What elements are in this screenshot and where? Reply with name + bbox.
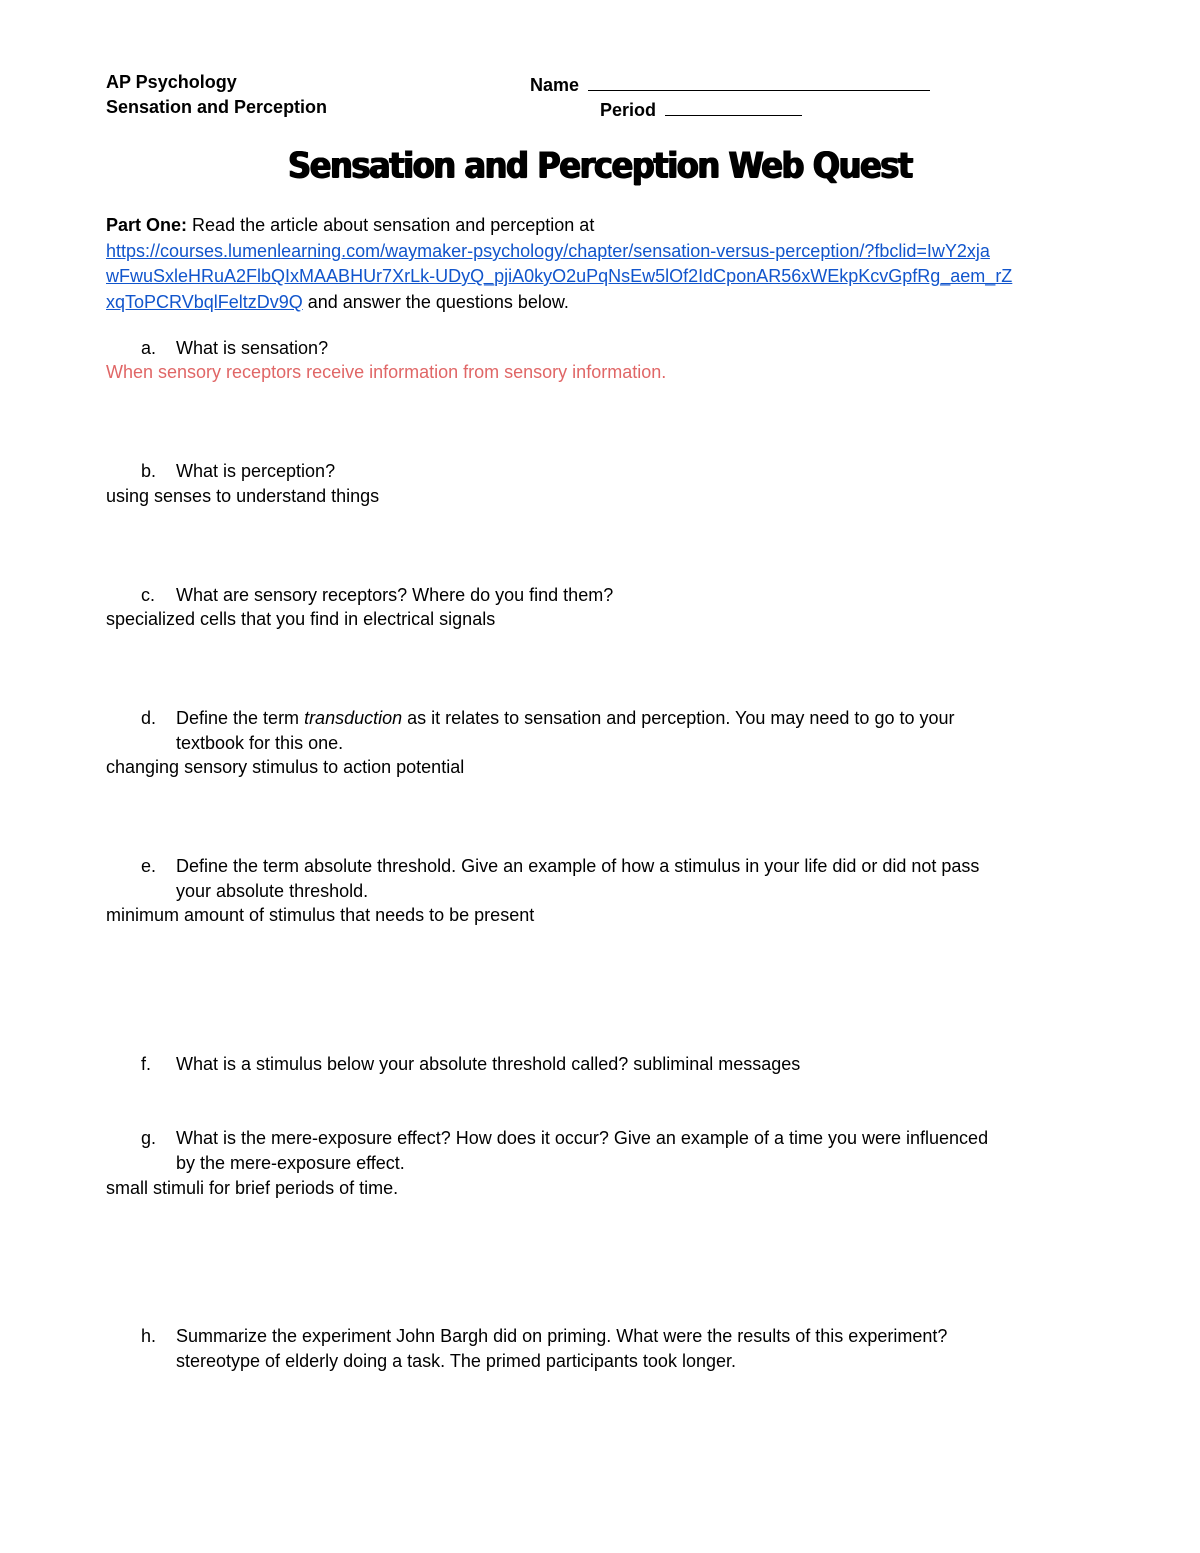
question-c: What are sensory receptors? Where do you find them? — [176, 585, 614, 605]
page-title: Sensation and Perception Web Quest — [288, 143, 912, 187]
question-letter-h: h. — [141, 1326, 157, 1346]
article-link-line-1[interactable]: https://courses.lumenlearning.com/waymaker-psychology/chapter/sensation-versus-perception/?fbclid=IwY2xja — [106, 241, 990, 261]
question-d-text-end: as it relates to sensation and perception. You may need to go to your — [402, 708, 955, 728]
question-g-line-1: What is the mere-exposure effect? How does it occur? Give an example of a time you were influenced — [176, 1128, 989, 1148]
question-letter-b: b. — [141, 461, 157, 481]
question-g-line-2: by the mere-exposure effect. — [176, 1153, 405, 1173]
question-letter-a: a. — [141, 338, 157, 358]
answer-g: small stimuli for brief periods of time. — [106, 1178, 399, 1198]
part-one-intro — [106, 213, 594, 237]
unit-title: Sensation and Perception — [106, 97, 328, 117]
question-d-line-1 — [176, 708, 955, 729]
answer-d: changing sensory stimulus to action potential — [106, 757, 465, 777]
answer-e: minimum amount of stimulus that needs to be present — [106, 905, 535, 925]
part-one-label: Part One: — [106, 215, 188, 235]
question-b: What is perception? — [176, 461, 336, 481]
period-field[interactable] — [600, 97, 802, 121]
name-blank[interactable] — [588, 72, 930, 91]
question-f: What is a stimulus below your absolute threshold called? subliminal messages — [176, 1054, 801, 1074]
article-link-line-3-row — [106, 289, 569, 315]
question-h-line-2: stereotype of elderly doing a task. The primed participants took longer. — [176, 1351, 736, 1371]
period-label: Period — [600, 100, 657, 120]
name-label: Name — [530, 75, 580, 95]
course-title: AP Psychology — [106, 72, 237, 92]
answer-a: When sensory receptors receive information from sensory information. — [106, 362, 667, 382]
article-link-line-2[interactable]: wFwuSxleHRuA2FlbQIxMAABHUr7XrLk-UDyQ_pjiA0kyO2uPqNsEw5lOf2IdCponAR56xWEkpKcvGpfRg_aem_rZ — [106, 266, 1013, 286]
answer-c: specialized cells that you find in electrical signals — [106, 609, 496, 629]
question-letter-g: g. — [141, 1128, 157, 1148]
part-one-intro-text: Read the article about sensation and perception at — [192, 215, 595, 235]
question-d-term: transduction — [304, 708, 403, 728]
article-link-line-3[interactable]: xqToPCRVbqlFeltzDv9Q — [106, 292, 303, 312]
question-letter-f: f. — [141, 1054, 152, 1074]
answer-b: using senses to understand things — [106, 486, 380, 506]
name-field[interactable] — [530, 72, 930, 96]
question-e-line-1: Define the term absolute threshold. Give an example of how a stimulus in your life did or did not pass — [176, 856, 980, 876]
question-h-line-1: Summarize the experiment John Bargh did on priming. What were the results of this experiment? — [176, 1326, 948, 1346]
period-blank[interactable] — [665, 97, 802, 116]
question-letter-d: d. — [141, 708, 157, 728]
part-one-outro: and answer the questions below. — [302, 292, 569, 312]
question-e-line-2: your absolute threshold. — [176, 881, 369, 901]
question-d-text-start: Define the term — [176, 708, 305, 728]
question-d-line-2: textbook for this one. — [176, 733, 344, 753]
question-a: What is sensation? — [176, 338, 329, 358]
question-letter-c: c. — [141, 585, 156, 605]
question-letter-e: e. — [141, 856, 157, 876]
